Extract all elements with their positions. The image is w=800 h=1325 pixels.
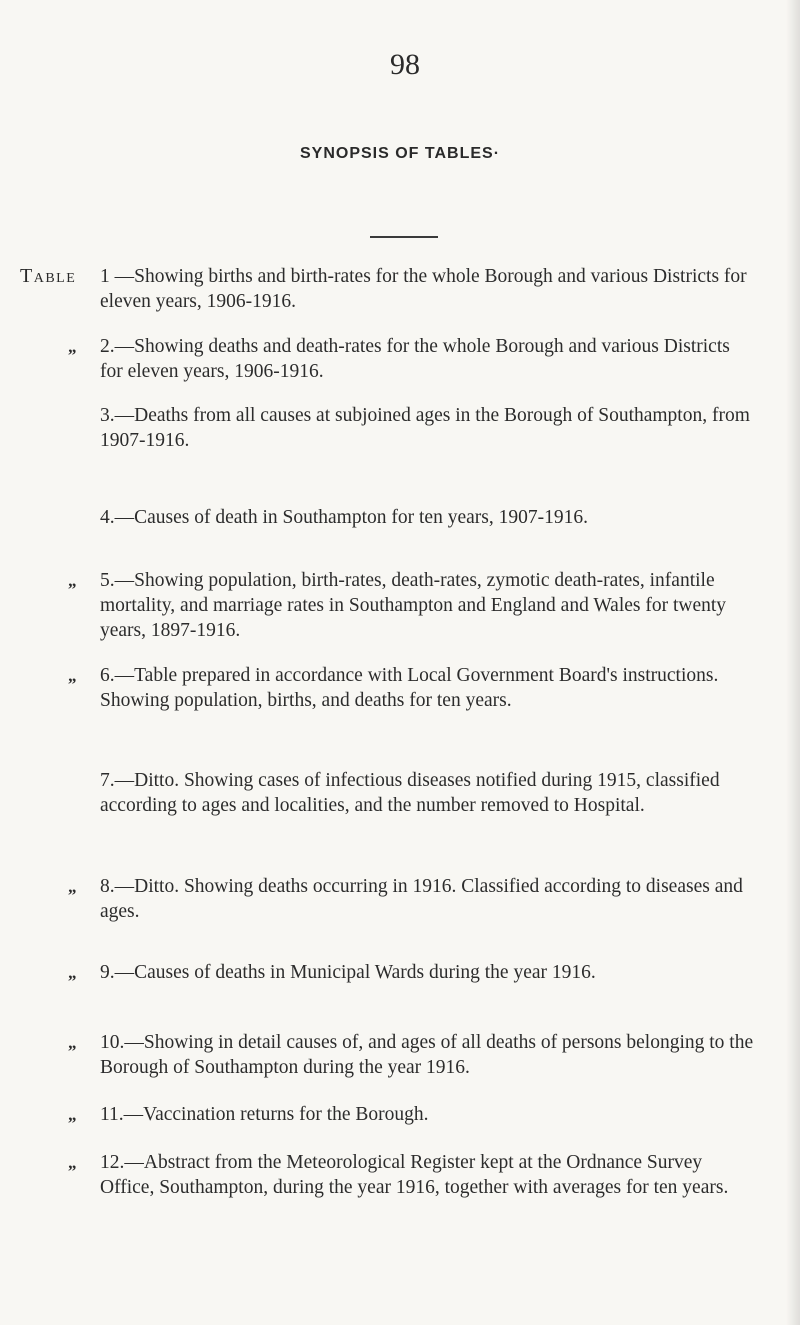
entry-text: [100, 334, 755, 384]
entry-description: .—Showing in detail causes of, and ages of all deaths of persons belonging to the Borough of Southampton during the year 1916.: [100, 1032, 754, 1078]
entry-description: .—Causes of death in Southampton for ten years, 1907-1916.: [109, 507, 588, 528]
ditto-mark: „: [68, 1033, 77, 1052]
entry-description: .—Table prepared in accordance with Local Government Board's instructions. Showing population, births, and deaths for ten years.: [100, 665, 719, 711]
entry-text: [100, 874, 755, 924]
entry-description: .—Showing deaths and death-rates for the whole Borough and various Districts for eleven years, 1906-1916.: [100, 336, 730, 382]
entry-description: .—Abstract from the Meteorological Register kept at the Ordnance Survey Office, Southampton, during the year 1916, together with averages for ten years.: [100, 1152, 729, 1198]
entry-text: [100, 1102, 755, 1127]
entry-number: 12: [100, 1152, 120, 1173]
entry-description: .—Deaths from all causes at subjoined ages in the Borough of Southampton, from 1907-1916.: [100, 405, 750, 451]
ditto-mark: „: [68, 1105, 77, 1124]
entry-number: 1: [100, 266, 110, 287]
entry-description: .—Ditto. Showing deaths occurring in 1916. Classified according to diseases and ages.: [100, 876, 743, 922]
entry-text: [100, 960, 755, 985]
entry-number: 4: [100, 507, 110, 528]
ditto-mark: „: [68, 1153, 77, 1172]
entry-text: [100, 1030, 755, 1080]
ditto-mark: „: [68, 337, 77, 356]
entry-text: [100, 1150, 755, 1200]
entry-number: 8: [100, 876, 110, 897]
entry-description: .—Vaccination returns for the Borough.: [118, 1104, 429, 1125]
entry-description: .—Ditto. Showing cases of infectious diseases notified during 1915, classified according to ages and localities, and the number removed to Hospital.: [100, 770, 720, 816]
entry-number: 5: [100, 570, 110, 591]
entry-number: 10: [100, 1032, 120, 1053]
page-number: 98: [390, 48, 420, 81]
table-word: Table: [20, 265, 77, 287]
entry-text: [100, 403, 755, 453]
entry-description: .—Causes of deaths in Municipal Wards during the year 1916.: [109, 962, 596, 983]
ditto-mark: „: [68, 963, 77, 982]
entry-text: [100, 568, 755, 643]
entry-number: 11: [100, 1104, 119, 1125]
entry-text: [100, 264, 755, 314]
ditto-mark: „: [68, 877, 77, 896]
entry-text: [100, 505, 755, 530]
entry-number: 7: [100, 770, 110, 791]
heading-rule: [370, 236, 438, 238]
entry-number: 3: [100, 405, 110, 426]
entry-text: [100, 663, 755, 713]
entry-description: —Showing births and birth-rates for the whole Borough and various Districts for eleven years, 1906-1916.: [100, 266, 747, 312]
ditto-mark: „: [68, 571, 77, 590]
page-edge-shadow: [786, 0, 800, 1325]
entry-number: 6: [100, 665, 110, 686]
entry-number: 2: [100, 336, 110, 357]
page-heading: SYNOPSIS OF TABLES·: [299, 145, 501, 162]
entry-number: 9: [100, 962, 110, 983]
entry-description: .—Showing population, birth-rates, death-rates, zymotic death-rates, infantile mortality, and marriage rates in Southampton and England and Wales for twenty years, 1897-1916.: [100, 570, 727, 641]
ditto-mark: „: [68, 666, 77, 685]
entry-text: [100, 768, 755, 818]
